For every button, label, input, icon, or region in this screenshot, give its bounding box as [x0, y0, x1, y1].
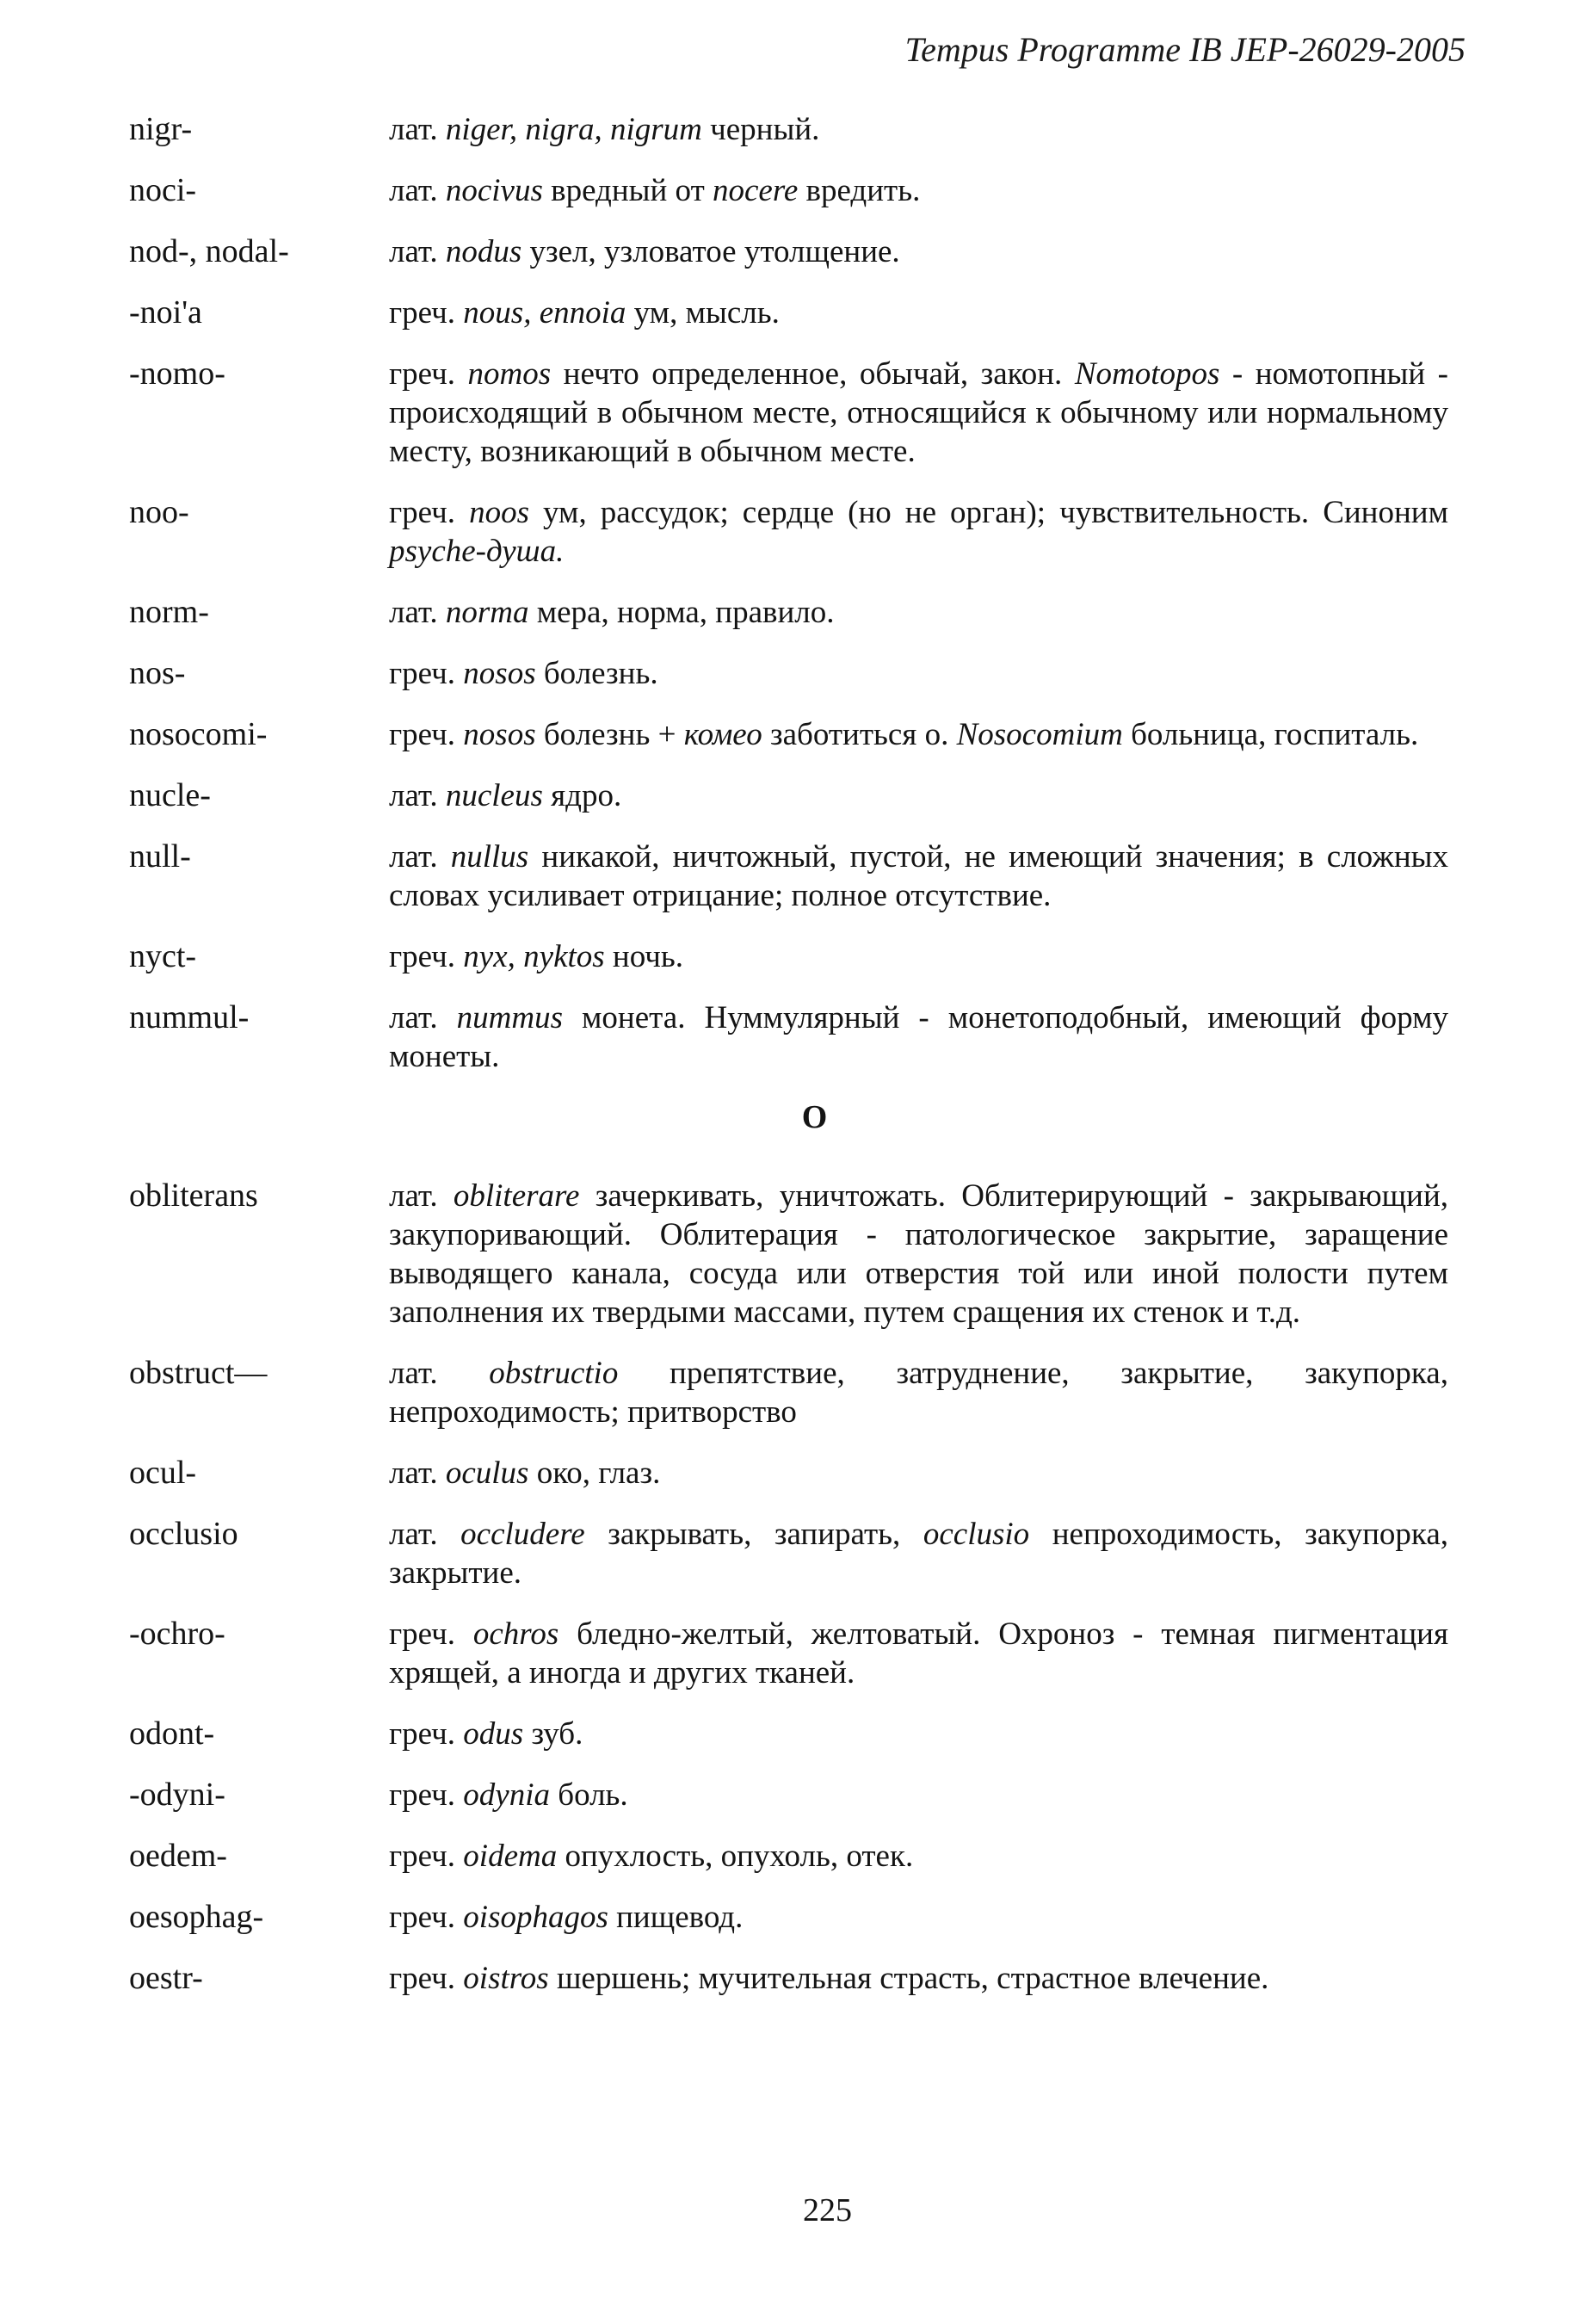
definition-italic-segment: psyche-душа. — [389, 534, 565, 569]
entry-definition — [389, 1776, 1448, 1814]
entry-definition — [389, 1515, 1448, 1592]
definition-segment: монета. Нуммулярный - монетоподобный, имеющий форму монеты. — [389, 1000, 1448, 1074]
page-number: 225 — [803, 2192, 852, 2228]
entry-definition — [389, 355, 1448, 471]
glossary-entry — [129, 1177, 1448, 1332]
glossary-entry — [129, 654, 1448, 693]
definition-segment: лат. — [389, 1356, 490, 1391]
entry-term: nucle- — [129, 777, 211, 813]
definition-segment: вредный от — [542, 173, 713, 208]
entry-term: nos- — [129, 655, 186, 691]
glossary-body — [129, 110, 1448, 2020]
definition-italic-segment: oculus — [445, 1456, 529, 1491]
definition-segment: греч. — [389, 656, 464, 691]
definition-segment: ум, рассудок; сердце (но не орган); чувствительность. Синоним — [528, 495, 1449, 530]
definition-segment: - номотопный - происходящий в обычном месте, относящийся к обычному или нормальному месту, возникающий в обычном месте. — [389, 356, 1448, 469]
entry-term: nod-, nodal- — [129, 233, 289, 269]
glossary-entry — [129, 593, 1448, 632]
entry-term: oestr- — [129, 1960, 203, 1996]
glossary-entry — [129, 998, 1448, 1076]
definition-segment: опухлость, опухоль, отек. — [557, 1839, 914, 1874]
definition-segment: пищевод. — [608, 1900, 744, 1935]
glossary-entry — [129, 294, 1448, 332]
glossary-entry — [129, 838, 1448, 915]
definition-segment: лат. — [389, 1178, 454, 1214]
definition-italic-segment: oistros — [463, 1961, 549, 1996]
glossary-entry — [129, 1898, 1448, 1937]
entry-definition — [389, 1454, 1448, 1493]
definition-segment: вредить. — [798, 173, 921, 208]
definition-italic-segment: nous, ennoia — [463, 295, 626, 331]
entry-definition — [389, 110, 1448, 149]
entry-term: nummul- — [129, 999, 250, 1035]
glossary-entry — [129, 1615, 1448, 1692]
definition-segment: болезнь + — [535, 717, 684, 752]
definition-segment: греч. — [389, 1839, 464, 1874]
definition-segment: греч. — [389, 1900, 464, 1935]
definition-segment: греч. — [389, 1777, 464, 1813]
entry-definition — [389, 294, 1448, 332]
entry-definition — [389, 1615, 1448, 1692]
definition-italic-segment: oisophagos — [463, 1900, 608, 1935]
entry-definition — [389, 654, 1448, 693]
definition-segment: греч. — [389, 939, 464, 974]
entry-term: -odyni- — [129, 1777, 225, 1813]
definition-segment: зуб. — [523, 1716, 583, 1752]
definition-italic-segment: obstructio — [489, 1356, 619, 1391]
entry-definition — [389, 1177, 1448, 1332]
definition-segment: черный. — [701, 112, 820, 147]
definition-segment: бледно-желтый, желтоватый. Охроноз - темная пигментация хрящей, а иногда и других тканей. — [389, 1616, 1448, 1690]
definition-segment: никакой, ничтожный, пустой, не имеющий значения; в сложных словах усиливает отрицание; полное отсутствие. — [389, 839, 1448, 913]
entry-definition — [389, 937, 1448, 976]
definition-segment: заботиться о. — [762, 717, 957, 752]
glossary-entry — [129, 776, 1448, 815]
entry-term: nyct- — [129, 938, 197, 974]
definition-italic-segment: norma — [445, 595, 529, 630]
definition-segment: греч. — [389, 717, 464, 752]
entry-definition — [389, 1715, 1448, 1753]
glossary-entry — [129, 493, 1448, 571]
definition-italic-segment: occlusio — [923, 1517, 1030, 1552]
definition-segment: лат. — [389, 112, 446, 147]
definition-italic-segment: niger, nigra, nigrum — [445, 112, 702, 147]
definition-segment: нечто определенное, обычай, закон. — [551, 356, 1075, 392]
entry-definition — [389, 1959, 1448, 1998]
definition-italic-segment: ochros — [472, 1616, 559, 1652]
entry-term: -nomo- — [129, 355, 225, 392]
definition-segment: лат. — [389, 1517, 461, 1552]
entry-definition — [389, 1354, 1448, 1431]
definition-segment: лат. — [389, 1456, 446, 1491]
glossary-entry — [129, 1715, 1448, 1753]
entry-definition — [389, 998, 1448, 1076]
entry-definition — [389, 776, 1448, 815]
definition-segment: греч. — [389, 1961, 464, 1996]
definition-segment: око, глаз. — [528, 1456, 661, 1491]
entry-term: odont- — [129, 1715, 215, 1752]
entry-term: noo- — [129, 494, 189, 530]
entry-term: norm- — [129, 594, 209, 630]
definition-segment: греч. — [389, 295, 464, 331]
definition-segment: болезнь. — [535, 656, 658, 691]
definition-italic-segment: nodus — [445, 234, 522, 269]
entries-o-list — [129, 1177, 1448, 1998]
definition-italic-segment: odynia — [463, 1777, 550, 1813]
definition-segment: больница, госпиталь. — [1122, 717, 1419, 752]
definition-italic-segment: Nomotopos — [1074, 356, 1220, 392]
entry-term: occlusio — [129, 1516, 238, 1552]
entry-term: obliterans — [129, 1177, 258, 1214]
entry-term: -ochro- — [129, 1616, 225, 1652]
definition-segment: лат. — [389, 839, 451, 875]
definition-italic-segment: nucleus — [445, 778, 543, 813]
definition-segment: боль. — [550, 1777, 628, 1813]
definition-segment: греч. — [389, 1716, 464, 1752]
definition-segment: греч. — [389, 1616, 473, 1652]
glossary-entry — [129, 1454, 1448, 1493]
running-header: Tempus Programme IB JEP-26029-2005 — [904, 30, 1466, 69]
definition-italic-segment: nyx, nyktos — [463, 939, 605, 974]
entry-definition — [389, 171, 1448, 210]
definition-italic-segment: nomos — [467, 356, 552, 392]
definition-segment: лат. — [389, 595, 446, 630]
entry-definition — [389, 593, 1448, 632]
definition-italic-segment: occludere — [460, 1517, 585, 1552]
definition-segment: ядро. — [542, 778, 622, 813]
definition-segment: ночь. — [604, 939, 683, 974]
glossary-entry — [129, 355, 1448, 471]
glossary-entry — [129, 1837, 1448, 1876]
entry-term: oedem- — [129, 1838, 227, 1874]
entry-definition — [389, 838, 1448, 915]
glossary-entry — [129, 1354, 1448, 1431]
glossary-entry — [129, 232, 1448, 271]
definition-italic-segment: nocivus — [445, 173, 543, 208]
glossary-entry — [129, 1959, 1448, 1998]
entry-definition — [389, 1837, 1448, 1876]
entry-definition — [389, 715, 1448, 754]
glossary-entry — [129, 171, 1448, 210]
entry-definition — [389, 1898, 1448, 1937]
definition-italic-segment: комео — [683, 717, 762, 752]
definition-segment: лат. — [389, 234, 446, 269]
definition-italic-segment: odus — [463, 1716, 524, 1752]
glossary-entry — [129, 110, 1448, 149]
definition-segment: лат. — [389, 173, 446, 208]
entry-term: obstruct— — [129, 1355, 268, 1391]
glossary-entry — [129, 1776, 1448, 1814]
glossary-entry — [129, 1515, 1448, 1592]
glossary-entry — [129, 937, 1448, 976]
entry-term: oesophag- — [129, 1899, 264, 1935]
definition-italic-segment: Nosocomium — [956, 717, 1123, 752]
definition-segment: лат. — [389, 778, 446, 813]
section-heading-o: O — [801, 1099, 828, 1135]
definition-segment: мера, норма, правило. — [528, 595, 835, 630]
definition-segment: препятствие, затруднение, закрытие, закупорка, непроходимость; притворство — [389, 1356, 1448, 1430]
entry-term: noci- — [129, 172, 197, 208]
entry-term: nosocomi- — [129, 716, 268, 752]
definition-segment: греч. — [389, 356, 468, 392]
entry-definition — [389, 232, 1448, 271]
definition-italic-segment: nummus — [456, 1000, 563, 1035]
entry-definition — [389, 493, 1448, 571]
entry-term: null- — [129, 838, 191, 875]
definition-italic-segment: nullus — [450, 839, 529, 875]
entry-term: ocul- — [129, 1455, 197, 1491]
definition-segment: узел, узловатое утолщение. — [521, 234, 900, 269]
definition-italic-segment: nosos — [463, 656, 536, 691]
definition-italic-segment: noos — [469, 495, 529, 530]
entries-n-list — [129, 110, 1448, 1076]
definition-segment: зачеркивать, уничтожать. Облитерирующий - закрывающий, закупоривающий. Облитерация - патологическое закрытие, заращение выводящего канала, сосуда или отверстия той или иной полости путем заполнения их твердыми массами, путем сращения их стенок и т.д. — [389, 1178, 1448, 1330]
definition-segment: шершень; мучительная страсть, страстное влечение. — [548, 1961, 1269, 1996]
definition-segment: лат. — [389, 1000, 457, 1035]
entry-term: -noi'a — [129, 294, 202, 331]
glossary-entry — [129, 715, 1448, 754]
definition-segment: ум, мысль. — [626, 295, 780, 331]
definition-italic-segment: nocere — [712, 173, 799, 208]
definition-segment: закрывать, запирать, — [584, 1517, 923, 1552]
definition-italic-segment: obliterare — [453, 1178, 580, 1214]
entry-term: nigr- — [129, 111, 193, 147]
definition-italic-segment: nosos — [463, 717, 536, 752]
definition-italic-segment: oidema — [463, 1839, 558, 1874]
definition-segment: непроходимость, закупорка, закрытие. — [389, 1517, 1449, 1591]
definition-segment: греч. — [389, 495, 470, 530]
